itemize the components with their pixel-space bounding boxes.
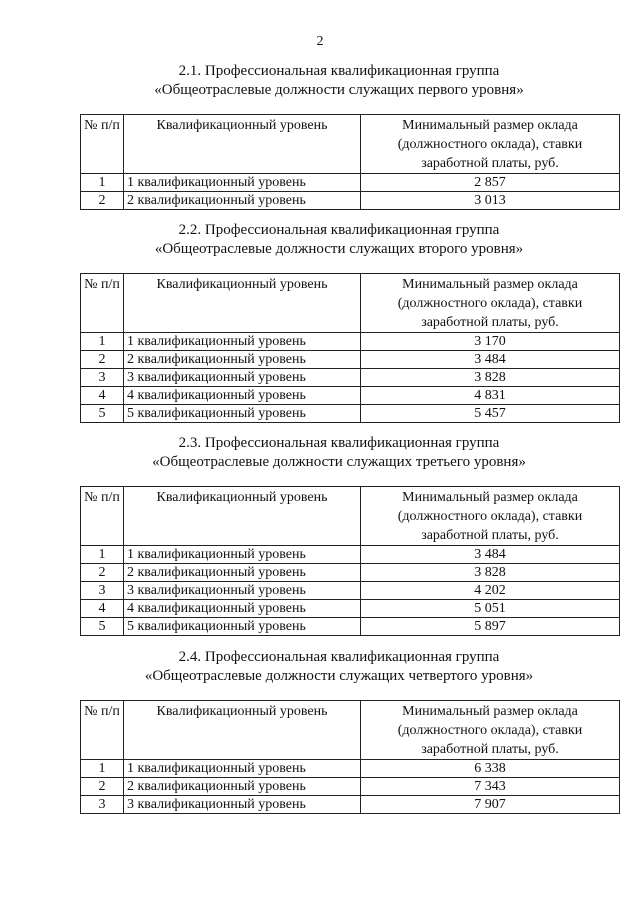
header-salary: Минимальный размер оклада (должностного оклада), ставки заработной платы, руб.	[361, 115, 620, 174]
section-subtitle: «Общеотраслевые должности служащих второго уровня»	[154, 241, 524, 257]
cell-salary: 3 484	[361, 546, 620, 564]
cell-salary: 7 343	[361, 778, 620, 796]
cell-num: 1	[81, 174, 124, 192]
cell-num: 3	[81, 796, 124, 814]
header-salary: Минимальный размер оклада (должностного оклада), ставки заработной платы, руб.	[361, 487, 620, 546]
header-level: Квалификационный уровень	[124, 115, 361, 174]
cell-num: 2	[81, 192, 124, 210]
cell-level: 2 квалификационный уровень	[124, 564, 361, 582]
table-header-row	[81, 115, 620, 174]
cell-num: 1	[81, 546, 124, 564]
cell-salary: 7 907	[361, 796, 620, 814]
table-row	[81, 600, 620, 618]
cell-salary: 6 338	[361, 760, 620, 778]
header-salary: Минимальный размер оклада (должностного оклада), ставки заработной платы, руб.	[361, 701, 620, 760]
header-num: № п/п	[81, 487, 124, 546]
salary-table	[80, 486, 620, 636]
cell-salary: 4 202	[361, 582, 620, 600]
cell-num: 4	[81, 387, 124, 405]
section-subtitle: «Общеотраслевые должности служащих третьего уровня»	[152, 454, 526, 470]
section-title: 2.1. Профессиональная квалификационная группа	[178, 63, 500, 79]
cell-salary: 2 857	[361, 174, 620, 192]
table-row	[81, 564, 620, 582]
cell-salary: 5 457	[361, 405, 620, 423]
cell-num: 1	[81, 760, 124, 778]
salary-table	[80, 114, 620, 210]
table-row	[81, 192, 620, 210]
table-row	[81, 760, 620, 778]
cell-num: 1	[81, 333, 124, 351]
table-row	[81, 387, 620, 405]
cell-level: 4 квалификационный уровень	[124, 600, 361, 618]
page-number: 2	[316, 34, 324, 49]
section-title: 2.3. Профессиональная квалификационная группа	[178, 435, 500, 451]
header-num: № п/п	[81, 115, 124, 174]
cell-level: 5 квалификационный уровень	[124, 618, 361, 636]
table-header-row	[81, 701, 620, 760]
section-2-1	[80, 62, 598, 210]
cell-num: 2	[81, 778, 124, 796]
cell-salary: 3 828	[361, 564, 620, 582]
cell-salary: 3 013	[361, 192, 620, 210]
header-num: № п/п	[81, 701, 124, 760]
cell-level: 3 квалификационный уровень	[124, 796, 361, 814]
cell-salary: 3 484	[361, 351, 620, 369]
table-header-row	[81, 274, 620, 333]
cell-salary: 5 051	[361, 600, 620, 618]
table-row	[81, 546, 620, 564]
cell-level: 2 квалификационный уровень	[124, 351, 361, 369]
header-num: № п/п	[81, 274, 124, 333]
section-subtitle: «Общеотраслевые должности служащих четвертого уровня»	[144, 668, 534, 684]
cell-num: 2	[81, 351, 124, 369]
cell-level: 2 квалификационный уровень	[124, 192, 361, 210]
cell-salary: 5 897	[361, 618, 620, 636]
cell-num: 4	[81, 600, 124, 618]
salary-table	[80, 273, 620, 423]
header-salary: Минимальный размер оклада (должностного оклада), ставки заработной платы, руб.	[361, 274, 620, 333]
cell-level: 3 квалификационный уровень	[124, 369, 361, 387]
cell-num: 3	[81, 369, 124, 387]
table-row	[81, 778, 620, 796]
table-row	[81, 333, 620, 351]
section-2-3	[80, 434, 598, 636]
section-subtitle: «Общеотраслевые должности служащих первого уровня»	[154, 82, 524, 98]
table-row	[81, 351, 620, 369]
table-row	[81, 405, 620, 423]
cell-level: 3 квалификационный уровень	[124, 582, 361, 600]
cell-level: 4 квалификационный уровень	[124, 387, 361, 405]
cell-num: 3	[81, 582, 124, 600]
table-row	[81, 796, 620, 814]
section-title: 2.4. Профессиональная квалификационная группа	[178, 649, 500, 665]
table-row	[81, 582, 620, 600]
cell-level: 1 квалификационный уровень	[124, 333, 361, 351]
header-level: Квалификационный уровень	[124, 701, 361, 760]
cell-num: 5	[81, 618, 124, 636]
cell-salary: 3 828	[361, 369, 620, 387]
table-row	[81, 174, 620, 192]
cell-salary: 4 831	[361, 387, 620, 405]
table-row	[81, 369, 620, 387]
cell-num: 5	[81, 405, 124, 423]
cell-salary: 3 170	[361, 333, 620, 351]
table-row	[81, 618, 620, 636]
table-header-row	[81, 487, 620, 546]
section-2-2	[80, 221, 598, 423]
section-title: 2.2. Профессиональная квалификационная группа	[178, 222, 500, 238]
section-2-4	[80, 648, 598, 814]
header-level: Квалификационный уровень	[124, 487, 361, 546]
cell-level: 1 квалификационный уровень	[124, 760, 361, 778]
cell-level: 2 квалификационный уровень	[124, 778, 361, 796]
cell-num: 2	[81, 564, 124, 582]
salary-table	[80, 700, 620, 814]
cell-level: 5 квалификационный уровень	[124, 405, 361, 423]
cell-level: 1 квалификационный уровень	[124, 546, 361, 564]
cell-level: 1 квалификационный уровень	[124, 174, 361, 192]
header-level: Квалификационный уровень	[124, 274, 361, 333]
